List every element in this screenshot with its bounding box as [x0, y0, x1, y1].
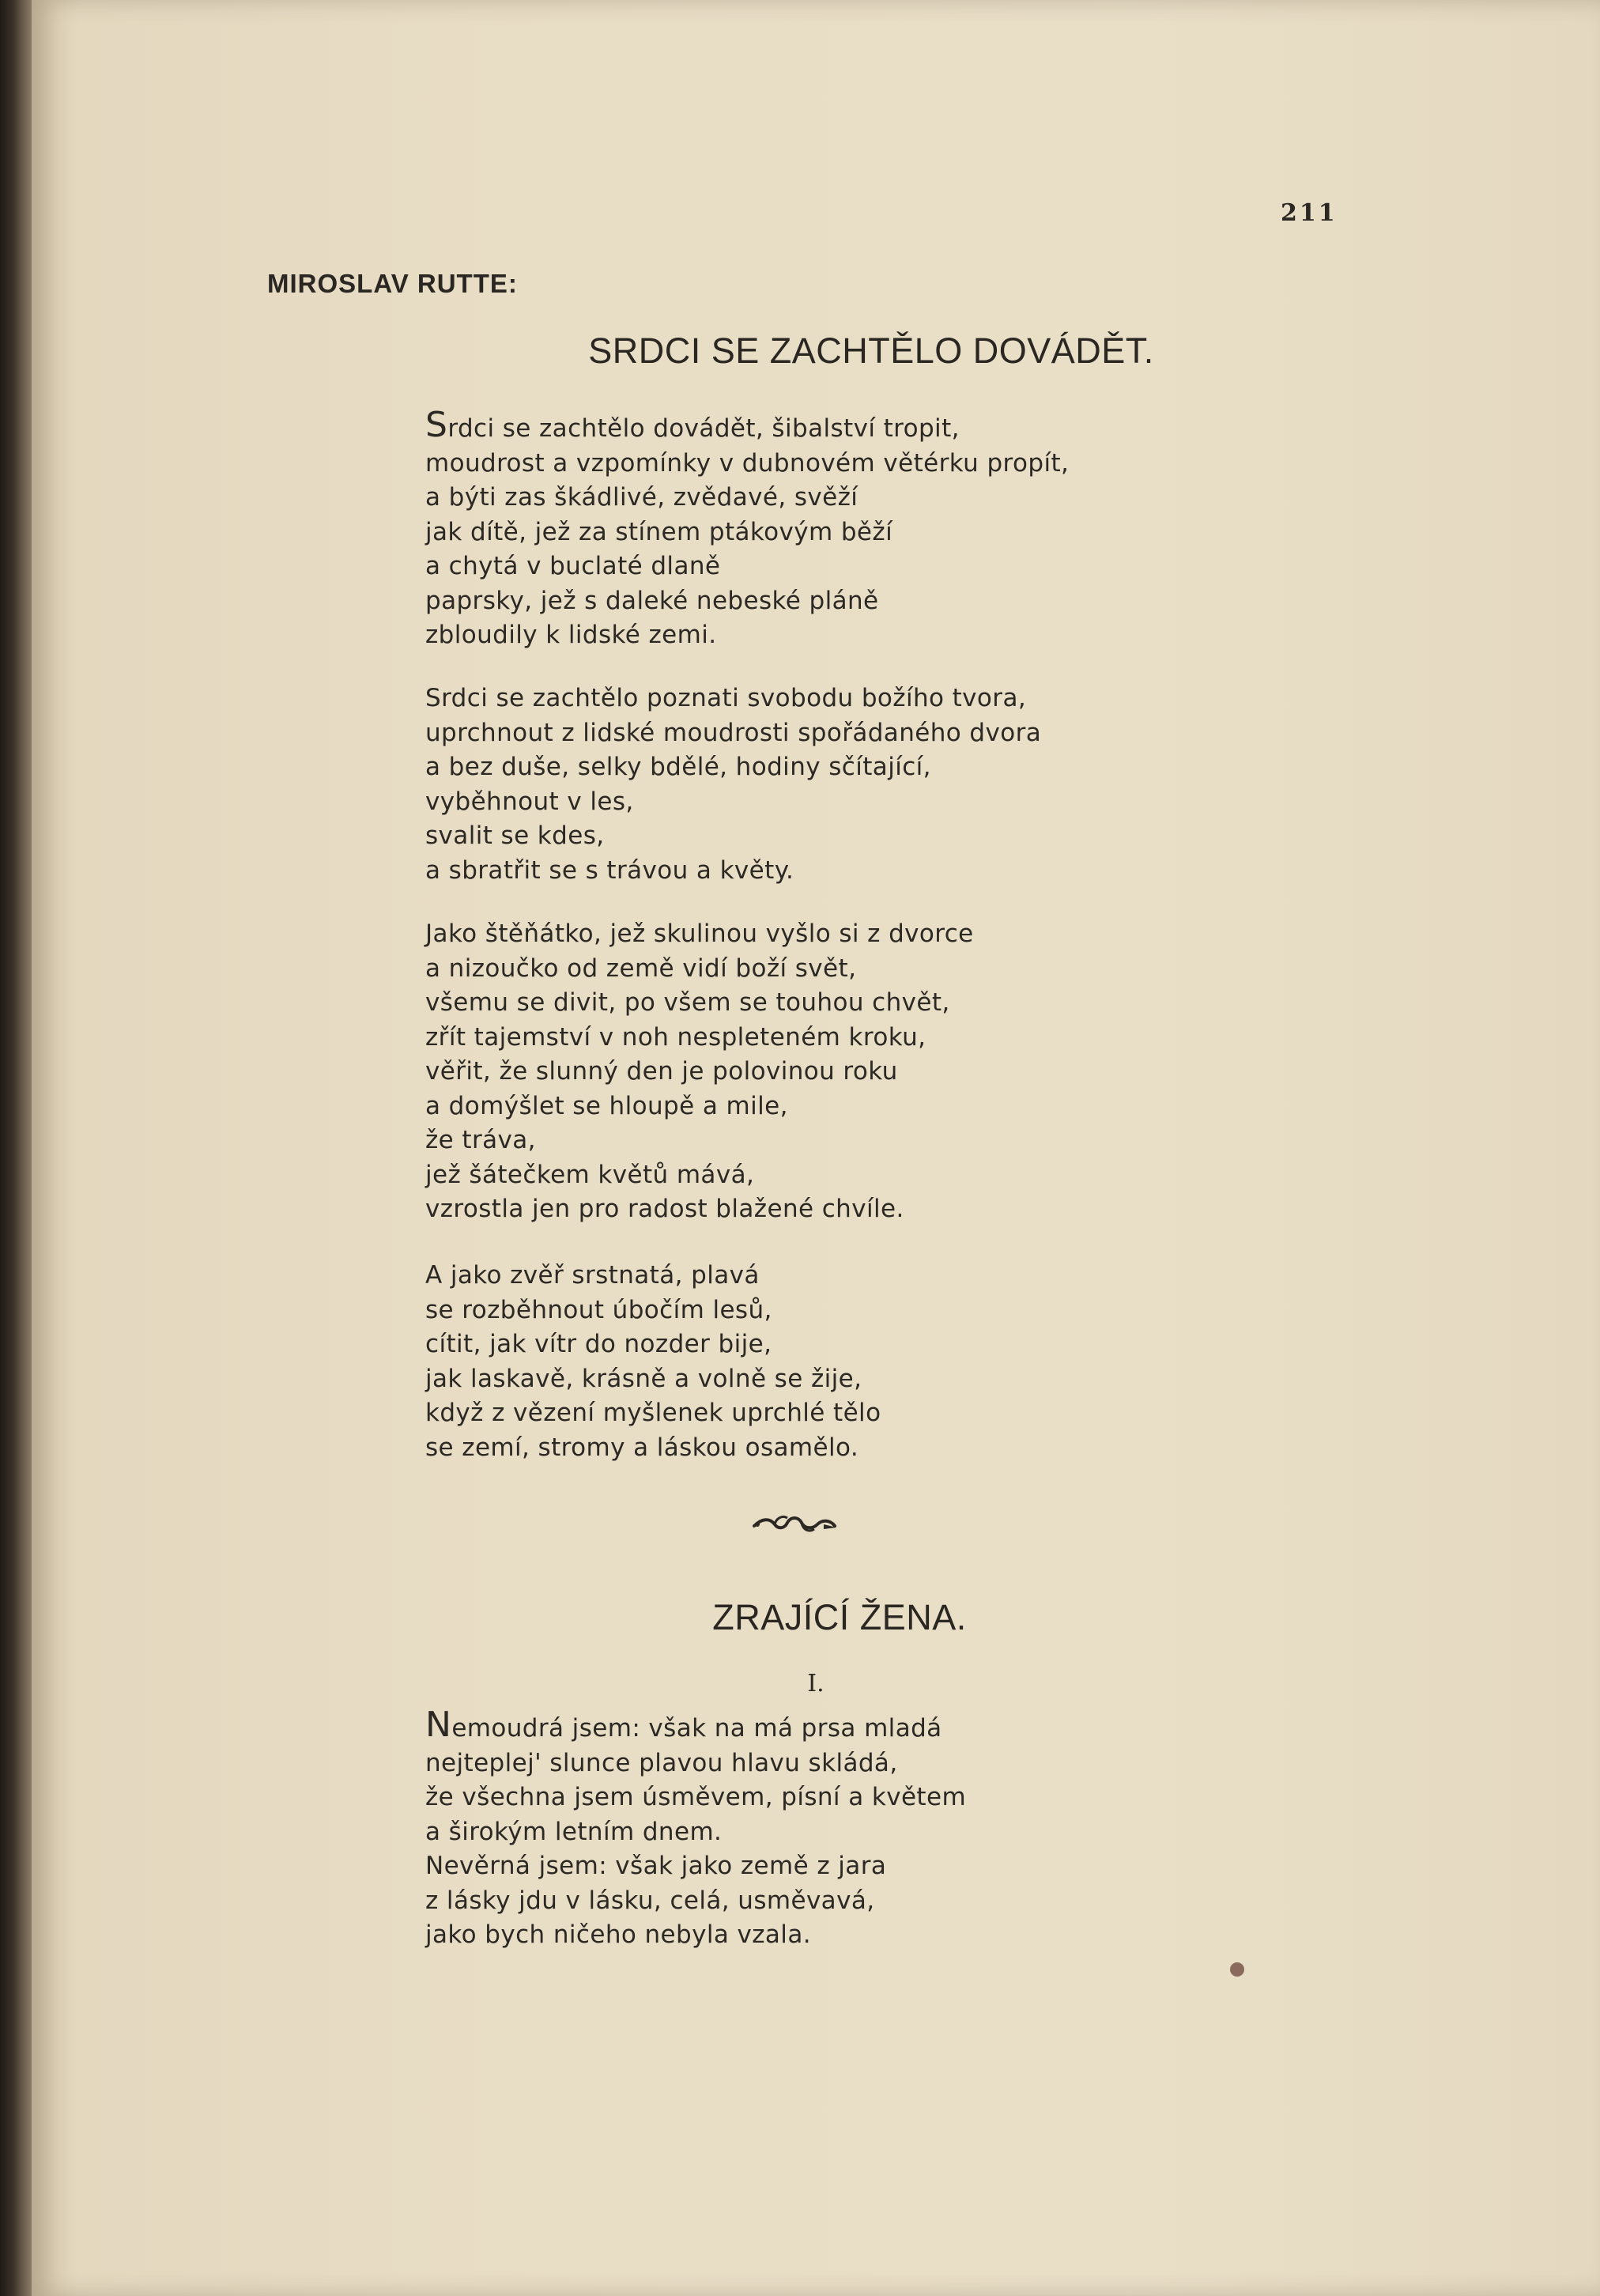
book-gutter — [0, 0, 32, 2296]
verse-line: jež šátečkem květů mává, — [425, 1160, 755, 1189]
verse-line: zbloudily k lidské zemi. — [425, 621, 717, 649]
stanza — [425, 1259, 881, 1465]
verse-line: a býti zas škádlivé, zvědavé, svěží — [425, 483, 858, 512]
verse-line: Srdci se zachtělo poznati svobodu božího tvora, — [425, 684, 1027, 712]
verse-line: Srdci se zachtělo dovádět, šibalství tropit, — [425, 405, 960, 445]
stanza — [425, 405, 1070, 653]
verse-line: jako bych ničeho nebyla vzala. — [425, 1920, 811, 1949]
verse-line: že všechna jsem úsměvem, písní a květem — [425, 1783, 967, 1811]
verse-line: věřit, že slunný den je polovinou roku — [425, 1057, 898, 1086]
verse-line: A jako zvěř srstnatá, plavá — [425, 1261, 760, 1290]
verse-line: a širokým letním dnem. — [425, 1817, 723, 1846]
stanza — [425, 682, 1041, 888]
stanza — [425, 917, 974, 1227]
verse-line: cítit, jak vítr do nozder bije, — [425, 1330, 772, 1358]
verse-line: Nemoudrá jsem: však na má prsa mladá — [425, 1705, 942, 1745]
verse-line: nejteplej' slunce plavou hlavu skládá, — [425, 1748, 898, 1777]
poem-title-srdci: SRDCI SE ZACHTĚLO DOVÁDĚT. — [588, 330, 1154, 371]
verse-line: vyběhnout v les, — [425, 787, 634, 816]
verse-line: jak dítě, jež za stínem ptákovým běží — [425, 517, 893, 546]
author-name: MIROSLAV RUTTE: — [267, 269, 518, 298]
verse-line: a bez duše, selky bdělé, hodiny sčítající, — [425, 753, 931, 781]
page-number: 211 — [1281, 199, 1338, 227]
verse-line: jak laskavě, krásně a volně se žije, — [425, 1364, 862, 1393]
verse-line: Jako štěňátko, jež skulinou vyšlo si z dvorce — [425, 920, 974, 948]
verse-line: Nevěrná jsem: však jako země z jara — [425, 1852, 887, 1880]
verse-line: se rozběhnout úbočím lesů, — [425, 1295, 772, 1324]
verse-line: paprsky, jež s daleké nebeské pláně — [425, 586, 879, 615]
verse-line: a sbratřit se s trávou a květy. — [425, 855, 794, 885]
verse-line: všemu se divit, po všem se touhou chvět, — [425, 988, 950, 1017]
verse-line: a chytá v buclaté dlaně — [425, 552, 721, 580]
ink-spot — [1230, 1962, 1244, 1977]
section-number: I. — [807, 1670, 825, 1697]
verse-line: a domýšlet se hloupě a mile, — [425, 1091, 788, 1120]
stanza — [425, 1705, 967, 1953]
verse-line: svalit se kdes, — [425, 821, 605, 850]
verse-line: a nizoučko od země vidí boží svět, — [425, 954, 857, 983]
verse-line: vzrostla jen pro radost blažené chvíle. — [425, 1195, 904, 1223]
verse-line: se zemí, stromy a láskou osamělo. — [425, 1433, 859, 1462]
verse-line: když z vězení myšlenek uprchlé tělo — [425, 1399, 881, 1427]
vine-ornament-icon — [751, 1509, 838, 1537]
verse-line: moudrost a vzpomínky v dubnovém větérku propít, — [425, 448, 1070, 478]
verse-line: z lásky jdu v lásku, celá, usměvavá, — [425, 1886, 875, 1915]
book-page — [32, 0, 1600, 2296]
verse-line: že tráva, — [425, 1126, 536, 1154]
verse-line: uprchnout z lidské moudrosti spořádaného dvora — [425, 718, 1042, 747]
poem-title-zrajici-zena: ZRAJÍCÍ ŽENA. — [712, 1597, 967, 1637]
verse-line: zřít tajemství v noh nespleteném kroku, — [425, 1022, 926, 1052]
